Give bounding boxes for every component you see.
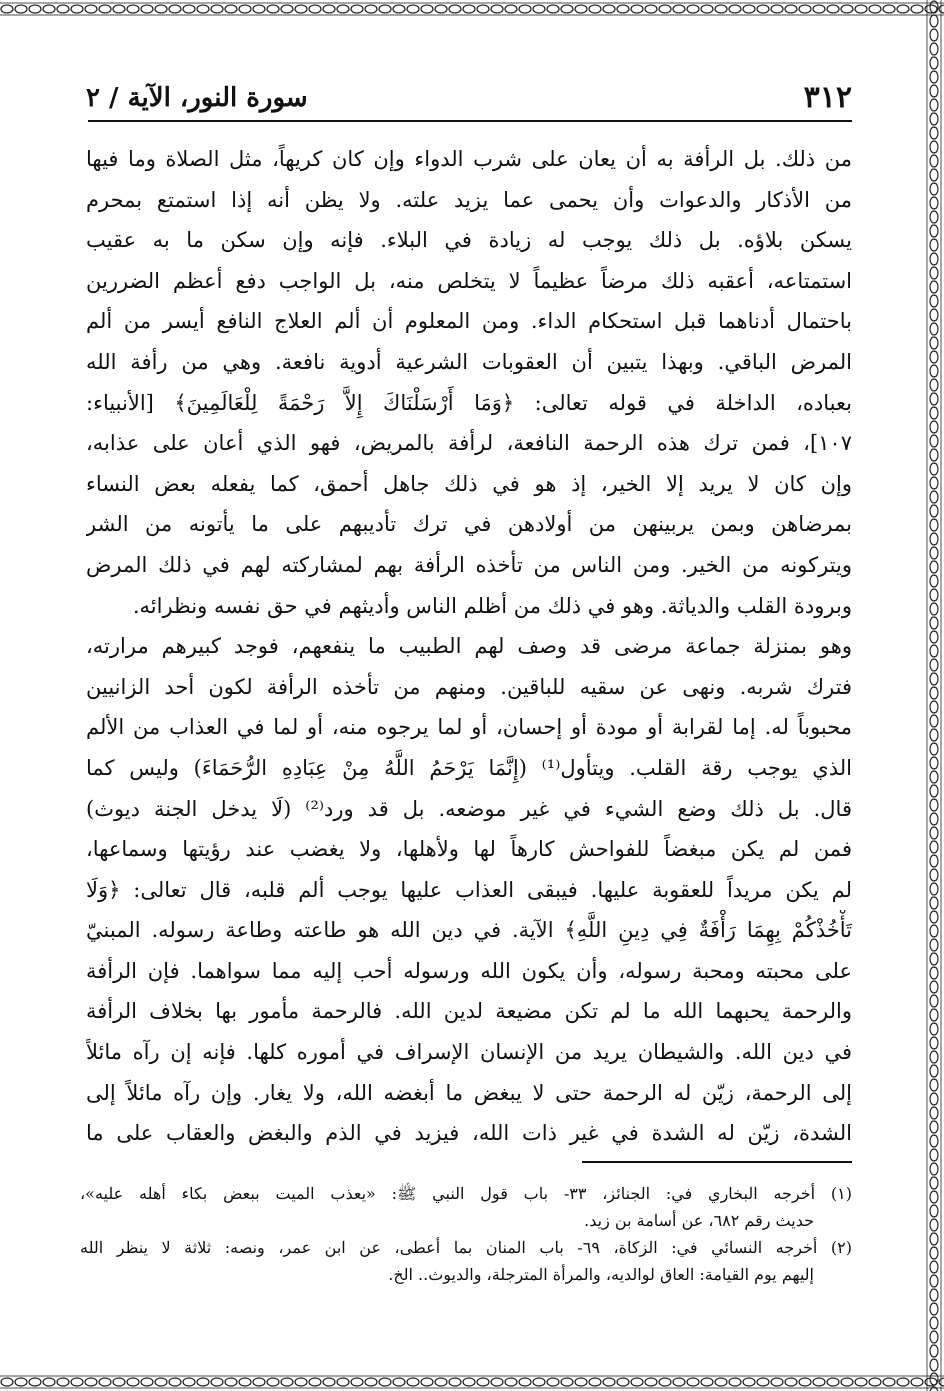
footnote-rule [582, 1161, 852, 1163]
text-line: لم يكن مريداً للعقوبة عليها. فيبقى العذاب عليها يوجب ألم قلبه، قال تعالى: ﴿وَلَا [86, 877, 852, 902]
footnote-line: (١) أخرجه البخاري في: الجنائز، ٣٣- باب قول النبي ﷺ: «يعذب الميت ببعض بكاء أهله عليه»، [80, 1184, 852, 1203]
bottom-chain-border [0, 1373, 944, 1391]
text-line: باحتمال أدناهما قبل استحكام الداء. ومن المعلوم أن ألم العلاج النافع أيسر من ألم [86, 309, 852, 334]
footnote-line: حديث رقم ٦٨٢، عن أسامة بن زيد. [584, 1211, 814, 1230]
top-chain-border [0, 0, 944, 18]
body-text [86, 139, 852, 1154]
text-line: من ذلك. بل الرأفة به أن يعان على شرب الدواء وإن كان كريهاً، مثل الصلاة وما فيها [86, 147, 852, 171]
text-line: الذي يوجب رقة القلب. ويتأول⁽¹⁾ (إِنَّمَا يَرْحَمُ اللَّهُ مِنْ عِبَادِهِ الرُّحَمَاءَ) وليس كما [86, 755, 852, 780]
text-line: من الأذكار والدعوات وأن يحمى عما يزيد علته. ولا يظن أنه إذا استمتع بمحرم [86, 187, 852, 212]
running-title: سورة النور، الآية / ٢ [86, 83, 308, 113]
text-line: بمرضاهن وبمن يربينهن من أولادهن في ترك تأديبهم على ما يأتونه من الشر [86, 512, 852, 537]
text-line: إلى الرحمة، زيّن له الرحمة حتى لا يبغض ما أبغضه الله، ولا يغار. وإن رآه مائلاً إلى [86, 1080, 852, 1105]
text-line: استمتاعه، أعقبه ذلك مرضاً عظيماً لا يتخلص منه، بل الواجب دفع أعظم الضررين [86, 268, 852, 293]
text-line: تَأْخُذْكُمْ بِهِمَا رَأْفَةٌ فِي دِينِ اللَّهِ﴾ الآية. في دين الله هو طاعته وطاعة رسوله. المبنيّ [86, 918, 852, 943]
text-line: بعباده، الداخلة في قوله تعالى: ﴿وَمَا أَرْسَلْنَاكَ إِلاَّ رَحْمَةً لِلْعَالَمِينَ﴾ [الأنبياء: [86, 390, 852, 415]
header-rule [88, 120, 852, 122]
page-number: ٣١٢ [803, 80, 852, 115]
text-line: قال. بل ذلك وضع الشيء في غير موضعه. بل قد ورد⁽²⁾ (لَا يدخل الجنة ديوث) [86, 796, 852, 821]
text-line: على محبته ومحبة رسوله، وأن يكون الله ورسوله أحب إليه مما سواهما. فإن الرأفة [86, 958, 852, 983]
right-chain-border [924, 0, 944, 1391]
text-line: وهو بمنزلة جماعة مرضى قد وصف لهم الطبيب ما ينفعهم، فوجد كبيرهم مرارته، [86, 634, 852, 659]
text-line: وإن كان لا يريد إلا الخير، إذ هو في ذلك جاهل أحمق، كما يفعله بعض النساء [86, 471, 852, 496]
footnote-2 [80, 1234, 852, 1288]
footnote-1 [80, 1180, 852, 1234]
text-line: ١٠٧]، فمن ترك هذه الرحمة النافعة، لرأفة بالمريض، فهو الذي أعان على عذابه، [86, 431, 852, 456]
text-line: فترك شربه. ونهى عن سقيه للباقين. ومنهم من تأخذه الرأفة لكون أحد الزانيين [86, 674, 852, 699]
text-line: في دين الله. والشيطان يريد من الإنسان الإسراف في أموره كلها. فإنه إن رآه مائلاً [86, 1040, 852, 1065]
text-line: المرض الباقي. وبهذا يتبين أن العقوبات الشرعية أدوية نافعة. وهي من رأفة الله [86, 349, 852, 374]
text-line: ويتركونه من الخير. ومن الناس من تأخذه الرأفة بهم لمشاركته لهم في ذلك المرض [86, 552, 852, 577]
text-line: وبرودة القلب والدياثة. وهو في ذلك من أظلم الناس وأديثهم في حق نفسه ونظرائه. [132, 593, 852, 618]
text-line: يسكن بلاؤه. بل ذلك يوجب له زيادة في البلاء. فإنه وإن سكن ما به عقيب [86, 228, 852, 253]
text-line: الشدة، زيّن له الشدة في غير ذات الله، فيزيد في الذم والبغض والعقاب على ما [86, 1121, 852, 1146]
footnote-line: (٢) أخرجه النسائي في: الزكاة، ٦٩- باب المنان بما أعطى، عن ابن عمر، ونصه: ثلاثة لا ينظر الله [80, 1238, 852, 1257]
footnotes [80, 1180, 852, 1288]
page-header [86, 78, 852, 118]
text-line: والرحمة يحبهما الله ما لم تكن مضيعة لدين الله. فالرحمة مأمور بها بخلاف الرأفة [86, 999, 852, 1024]
text-line: محبوباً له. إما لقرابة أو مودة أو إحسان، أو لما يرجوه منه، أو لما في العذاب من الألم [86, 715, 852, 740]
footnote-line: إليهم يوم القيامة: العاق لوالديه، والمرأة المترجلة، والديوث.. الخ. [388, 1265, 814, 1284]
text-line: فمن لم يكن مبغضاً للفواحش كارهاً لها ولأهلها، ولا يغضب عند رؤيتها وسماعها، [86, 837, 852, 862]
